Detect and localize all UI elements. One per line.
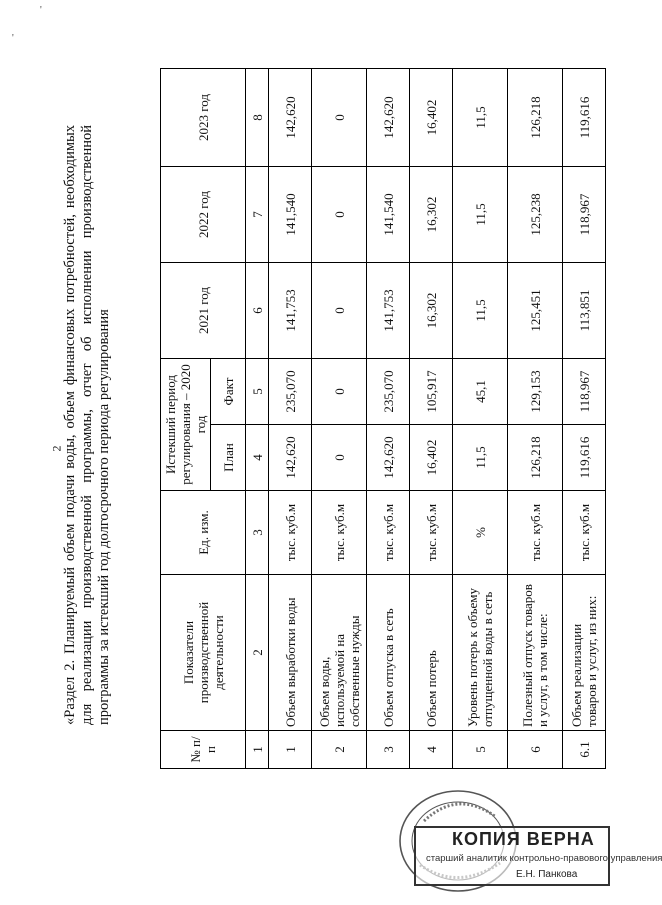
header-2023: 2023 год [161,68,246,166]
row-indicator: Объем отпуска в сеть [367,575,410,731]
row-fact: 105,917 [410,358,453,424]
column-number: 7 [246,166,269,262]
certification-stamp [396,783,662,893]
table-row [508,68,563,768]
row-2023: 142,620 [269,68,312,166]
row-indicator: Объем реализации товаров и услуг, из них: [563,575,606,731]
row-plan: 11,5 [453,425,508,491]
table-row [453,68,508,768]
row-num: 3 [367,731,410,769]
header-period-2020: Истекший период регулирования – 2020 год [161,358,211,490]
row-plan: 16,402 [410,425,453,491]
column-number: 8 [246,68,269,166]
row-2022: 0 [312,166,367,262]
row-2021: 113,851 [563,262,606,358]
row-2023: 126,218 [508,68,563,166]
row-2023: 0 [312,68,367,166]
row-fact: 118,967 [563,358,606,424]
section-heading: «Раздел 2. Планируемый объем подачи воды, объем финансовых потребностей, необходимых для реализации производственной программы, отчет об исполнении производственной программы за истекший год долгосрочного периода регулирования [62,125,112,725]
row-2022: 11,5 [453,166,508,262]
row-indicator: Объем воды, используемой на собственные нужды [312,575,367,731]
row-2022: 125,238 [508,166,563,262]
table-row [367,68,410,768]
row-2022: 141,540 [269,166,312,262]
header-unit: Ед. изм. [161,491,246,575]
row-num: 2 [312,731,367,769]
column-number-row [246,68,269,768]
row-2021: 141,753 [269,262,312,358]
row-unit: % [453,491,508,575]
row-plan: 0 [312,425,367,491]
table-row [563,68,606,768]
row-indicator: Объем выработки воды [269,575,312,731]
row-unit: тыс. куб.м [269,491,312,575]
row-2022: 118,967 [563,166,606,262]
row-2021: 11,5 [453,262,508,358]
column-number: 5 [246,358,269,424]
row-2021: 16,302 [410,262,453,358]
header-indicator: Показатели производственной деятельности [161,575,246,731]
row-2021: 141,753 [367,262,410,358]
table-row [410,68,453,768]
row-2023: 11,5 [453,68,508,166]
row-num: 5 [453,731,508,769]
row-plan: 126,218 [508,425,563,491]
row-fact: 235,070 [269,358,312,424]
column-number: 2 [246,575,269,731]
row-unit: тыс. куб.м [367,491,410,575]
stamp-title: КОПИЯ ВЕРНА [452,829,595,849]
row-unit: тыс. куб.м [508,491,563,575]
table-row [269,68,312,768]
row-num: 1 [269,731,312,769]
header-2022: 2022 год [161,166,246,262]
row-fact: 45,1 [453,358,508,424]
header-fact: Факт [211,358,246,424]
row-num: 4 [410,731,453,769]
row-plan: 142,620 [269,425,312,491]
margin-mark: ' [40,5,42,16]
header-2021: 2021 год [161,262,246,358]
row-unit: тыс. куб.м [410,491,453,575]
row-plan: 119,616 [563,425,606,491]
row-2022: 16,302 [410,166,453,262]
column-number: 6 [246,262,269,358]
column-number: 3 [246,491,269,575]
header-plan: План [211,425,246,491]
row-indicator: Объем потерь [410,575,453,731]
row-unit: тыс. куб.м [312,491,367,575]
row-2023: 142,620 [367,68,410,166]
row-2021: 125,451 [508,262,563,358]
row-fact: 129,153 [508,358,563,424]
row-indicator: Полезный отпуск товаров и услуг, в том числе: [508,575,563,731]
row-2023: 119,616 [563,68,606,166]
production-program-table [160,68,606,769]
row-2021: 0 [312,262,367,358]
page-number: 2 [49,445,64,452]
row-2023: 16,402 [410,68,453,166]
header-num: № п/п [161,731,246,769]
margin-mark: ' [12,33,14,44]
row-num: 6 [508,731,563,769]
row-indicator: Уровень потерь к объему отпущенной воды в сеть [453,575,508,731]
stamp-signer: Е.Н. Панкова [516,869,578,880]
table-row [312,68,367,768]
stamp-position: старший аналитик контрольно-правового управления [426,853,662,864]
row-fact: 0 [312,358,367,424]
row-unit: тыс. куб.м [563,491,606,575]
row-fact: 235,070 [367,358,410,424]
row-num: 6.1 [563,731,606,769]
column-number: 4 [246,425,269,491]
row-plan: 142,620 [367,425,410,491]
row-2022: 141,540 [367,166,410,262]
column-number: 1 [246,731,269,769]
